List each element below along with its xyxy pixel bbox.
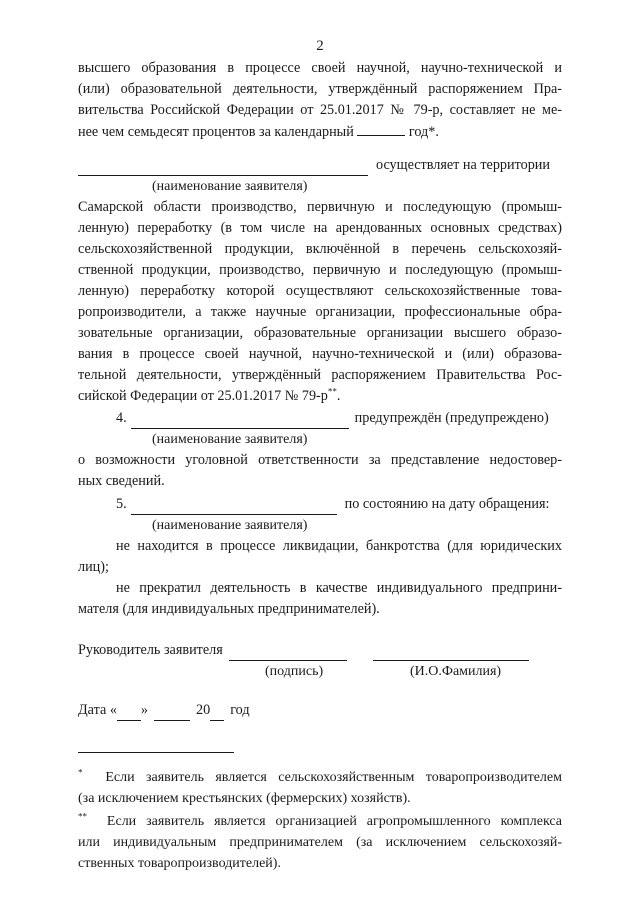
text-line: лиц);	[78, 559, 109, 575]
date-mid: »	[140, 702, 149, 718]
text-fragment: Если заявитель является организацией агропромышленного комплекса	[106, 814, 562, 829]
applicant-caption: (наименование заявителя)	[152, 432, 308, 447]
intro-paragraph	[78, 58, 562, 143]
signature-caption: (подпись)	[265, 664, 324, 679]
day-blank[interactable]	[117, 706, 141, 721]
text-line	[78, 121, 562, 143]
applicant-line	[78, 408, 562, 429]
full-name-caption: (И.О.Фамилия)	[410, 664, 502, 679]
text-line: (или) образовательной деятельности, утверждённый распоряжением Пра-	[78, 81, 562, 97]
clause-number: 4.	[116, 410, 127, 426]
applicant-name-blank[interactable]	[78, 161, 368, 176]
text-line: ственных товаропроизводителей).	[78, 856, 281, 871]
signature-line	[78, 640, 562, 661]
clause-3	[78, 155, 562, 407]
signature-blank[interactable]	[229, 646, 347, 661]
text-line: сельскохозяйственной продукции, включённой в перечень сельскохозяй-	[78, 241, 562, 257]
text-line: Самарской области производство, первичную и последующую (промыш-	[78, 199, 562, 215]
footnotes	[78, 752, 562, 874]
text-line: мателя (для индивидуальных предпринимателей).	[78, 601, 380, 617]
applicant-line	[78, 494, 562, 515]
applicant-name-blank[interactable]	[131, 500, 337, 515]
footnote-ref: **	[327, 386, 337, 397]
text-fragment: предупреждён (предупреждено)	[354, 410, 549, 426]
applicant-caption: (наименование заявителя)	[152, 179, 308, 194]
page-number: 2	[316, 38, 324, 54]
clause-number: 5.	[116, 496, 127, 512]
text-line: не находится в процессе ликвидации, банкротства (для юридических	[116, 538, 562, 554]
text-line: ленную) переработку (в том числе на арендованных основных средствах)	[78, 220, 562, 236]
text-line: не прекратил деятельность в качестве индивидуального предприни-	[116, 580, 562, 596]
date-suffix: год	[230, 702, 250, 718]
footnote-2	[78, 811, 562, 874]
month-blank[interactable]	[154, 706, 190, 721]
clause-5	[78, 494, 562, 620]
signature-label: Руководитель заявителя	[78, 642, 223, 658]
text-line	[78, 767, 562, 788]
footnote-1	[78, 767, 562, 809]
text-line: ленную) переработку которой осуществляют сельскохозяйственные това-	[78, 283, 562, 299]
year-blank[interactable]	[210, 706, 224, 721]
signature-captions	[78, 661, 562, 682]
text-line: вительства Российской Федерации от 25.01.2017 № 79-р, составляет не ме-	[78, 102, 562, 118]
text-line: (за исключением крестьянских (фермерских) хозяйств).	[78, 791, 411, 806]
text-fragment: год*.	[408, 124, 439, 140]
applicant-line	[78, 155, 562, 176]
text-line: вания в процессе своей научной, научно-технической и (или) образова-	[78, 346, 562, 362]
text-line	[78, 811, 562, 832]
text-line: высшего образования в процессе своей научной, научно-технической и	[78, 60, 562, 76]
date-line	[78, 700, 562, 721]
footnote-mark: **	[78, 811, 87, 822]
text-fragment: осуществляет на территории	[376, 157, 550, 173]
full-name-blank[interactable]	[373, 646, 529, 661]
footnote-divider	[78, 752, 234, 753]
year-blank[interactable]	[357, 121, 405, 136]
text-fragment: нее чем семьдесят процентов за календарный	[78, 124, 354, 140]
text-line: зовательные организации, образовательные организации высшего образо-	[78, 325, 562, 341]
document-body	[78, 58, 562, 874]
text-line: ственной продукции, производство, первичную и последующую (промыш-	[78, 262, 562, 278]
text-fragment: .	[336, 388, 341, 404]
text-line: ных сведений.	[78, 473, 165, 489]
clause-4	[78, 408, 562, 492]
text-line	[78, 386, 562, 407]
signature-block	[78, 640, 562, 682]
text-line: тельной деятельности, утверждённый распоряжением Правительства Рос-	[78, 367, 562, 383]
text-fragment: по состоянию на дату обращения:	[344, 496, 550, 512]
text-fragment: Если заявитель является сельскохозяйственным товаропроизводителем	[105, 770, 562, 785]
text-line: о возможности уголовной ответственности за представление недостовер-	[78, 452, 562, 468]
date-prefix: Дата «	[78, 702, 117, 718]
text-line: ропроизводители, а также научные организации, профессиональные обра-	[78, 304, 562, 320]
applicant-name-blank[interactable]	[131, 414, 349, 429]
applicant-caption: (наименование заявителя)	[152, 518, 308, 533]
footnote-mark: *	[78, 767, 83, 778]
year-prefix: 20	[196, 702, 211, 718]
text-fragment: сийской Федерации от 25.01.2017 № 79-р	[78, 388, 328, 404]
text-line: или индивидуальным предпринимателем (за исключением сельскохозяй-	[78, 835, 562, 850]
